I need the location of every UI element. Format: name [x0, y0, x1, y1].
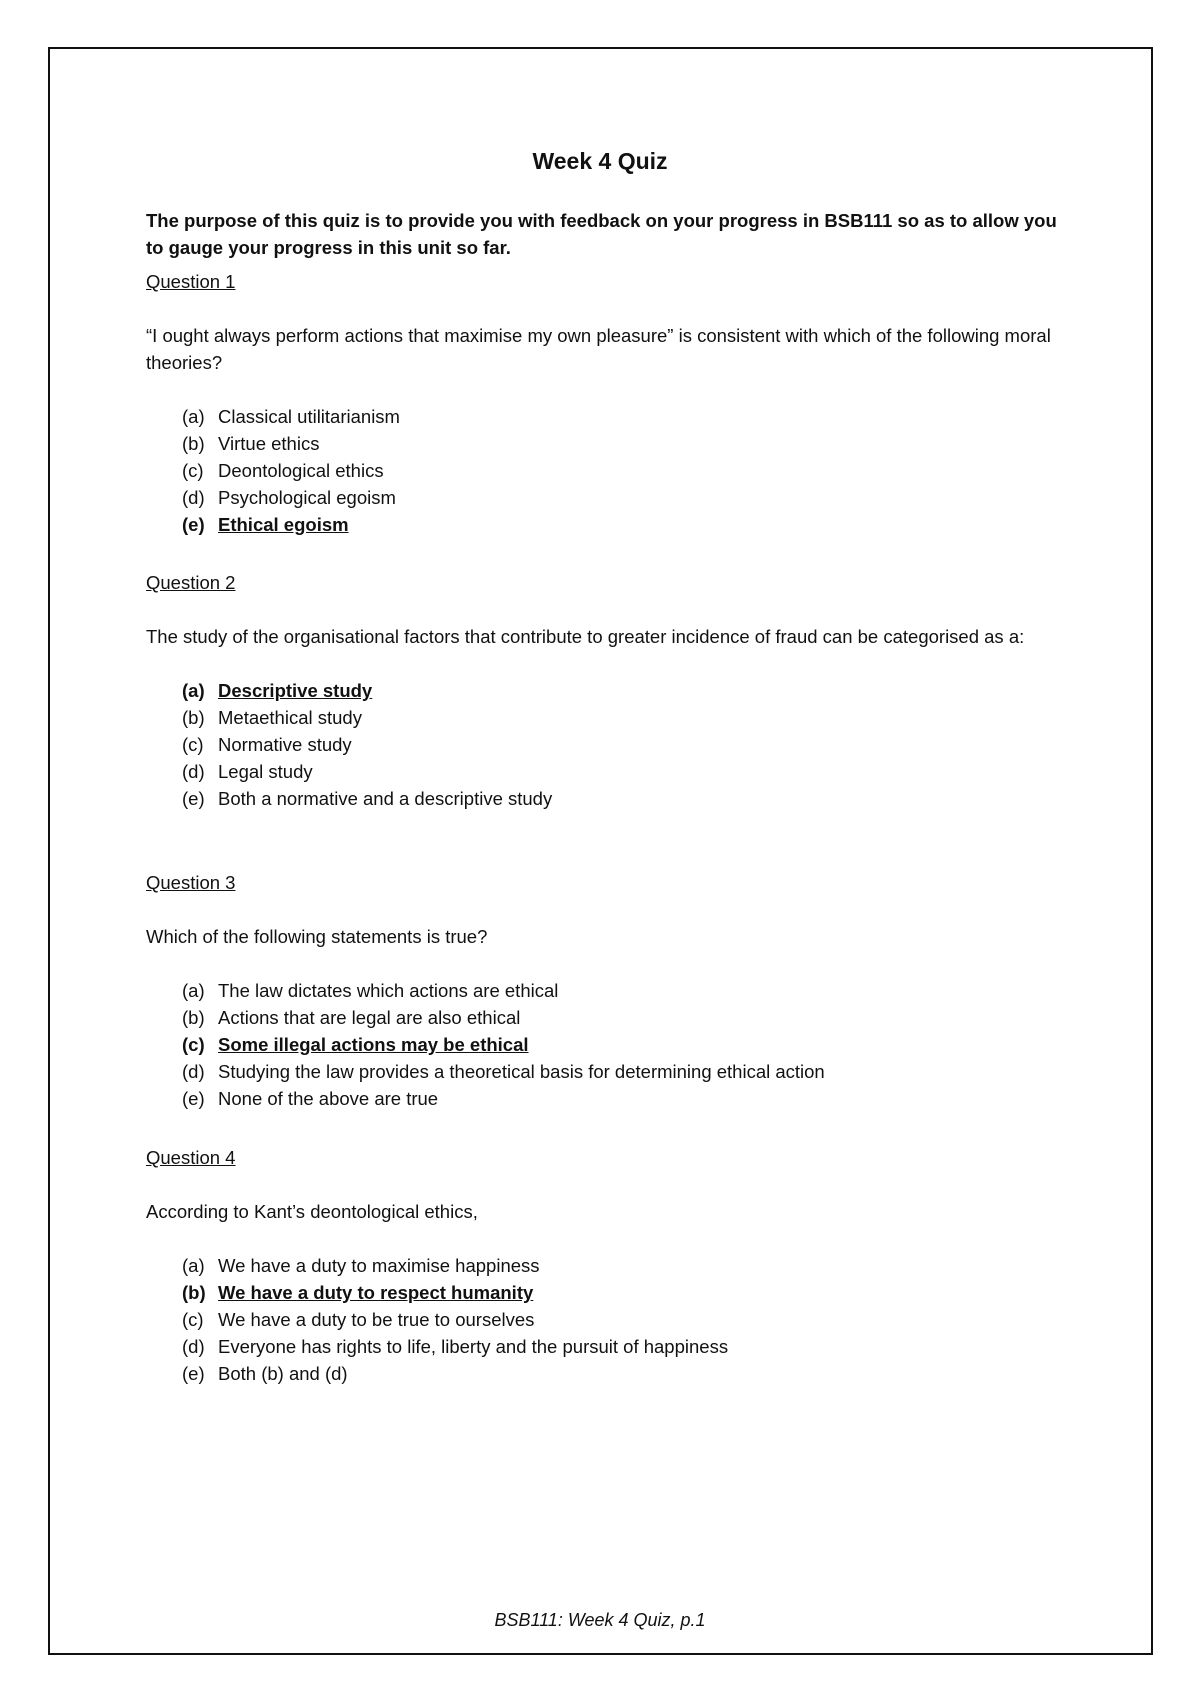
option-text: Both a normative and a descriptive study [218, 788, 553, 809]
answer-options [146, 677, 1066, 812]
answer-option [182, 1058, 1066, 1085]
answer-options [146, 977, 1066, 1112]
option-text: Legal study [218, 761, 313, 782]
question-text: According to Kant’s deontological ethics, [146, 1201, 478, 1222]
question-heading: Question 3 [146, 872, 236, 893]
option-letter: (e) [182, 514, 205, 535]
option-text: Descriptive study [218, 680, 373, 701]
question-heading: Question 2 [146, 572, 236, 593]
answer-option [182, 758, 1066, 785]
option-letter: (b) [182, 433, 205, 454]
option-text: Psychological egoism [218, 487, 396, 508]
question-4 [146, 1144, 1066, 1387]
option-text: Virtue ethics [218, 433, 320, 454]
option-letter: (e) [182, 788, 205, 809]
option-text: Studying the law provides a theoretical basis for determining ethical action [218, 1061, 825, 1082]
option-text: Everyone has rights to life, liberty and the pursuit of happiness [218, 1336, 729, 1357]
answer-option [182, 430, 1066, 457]
option-letter: (e) [182, 1088, 205, 1109]
answer-option-correct [182, 1279, 1066, 1306]
answer-option [182, 1252, 1066, 1279]
answer-option-correct [182, 677, 1066, 704]
question-text: Which of the following statements is true? [146, 926, 488, 947]
option-letter: (c) [182, 734, 204, 755]
option-letter: (a) [182, 980, 205, 1001]
page-title: Week 4 Quiz [532, 148, 668, 174]
intro-paragraph: The purpose of this quiz is to provide you with feedback on your progress in BSB111 so as to allow you to gauge your progress in this unit so far. [146, 210, 1057, 258]
option-letter: (c) [182, 1034, 205, 1055]
option-text: We have a duty to be true to ourselves [218, 1309, 535, 1330]
answer-option [182, 1085, 1066, 1112]
option-letter: (b) [182, 1282, 206, 1303]
question-3 [146, 869, 1066, 1112]
option-text: Both (b) and (d) [218, 1363, 348, 1384]
option-letter: (e) [182, 1363, 205, 1384]
option-letter: (d) [182, 1061, 205, 1082]
answer-option [182, 731, 1066, 758]
option-text: We have a duty to maximise happiness [218, 1255, 540, 1276]
option-letter: (a) [182, 680, 205, 701]
answer-option [182, 704, 1066, 731]
answer-option [182, 403, 1066, 430]
option-letter: (c) [182, 460, 204, 481]
question-heading: Question 1 [146, 271, 236, 292]
answer-option-correct [182, 511, 1066, 538]
option-letter: (b) [182, 1007, 205, 1028]
option-letter: (b) [182, 707, 205, 728]
option-text: Ethical egoism [218, 514, 349, 535]
answer-option [182, 1004, 1066, 1031]
answer-option [182, 1333, 1066, 1360]
page-footer: BSB111: Week 4 Quiz, p.1 [494, 1610, 706, 1630]
option-text: None of the above are true [218, 1088, 439, 1109]
question-heading: Question 4 [146, 1147, 236, 1168]
option-text: Deontological ethics [218, 460, 384, 481]
question-text: The study of the organisational factors that contribute to greater incidence of fraud can be categorised as a: [146, 626, 1025, 647]
option-text: Some illegal actions may be ethical [218, 1034, 529, 1055]
option-text: The law dictates which actions are ethical [218, 980, 559, 1001]
option-letter: (d) [182, 1336, 205, 1357]
question-text: “I ought always perform actions that maximise my own pleasure” is consistent with which of the following moral theories? [146, 325, 1051, 373]
answer-option [182, 457, 1066, 484]
option-letter: (c) [182, 1309, 204, 1330]
option-letter: (a) [182, 406, 205, 427]
answer-option-correct [182, 1031, 1066, 1058]
option-text: Normative study [218, 734, 352, 755]
option-text: Metaethical study [218, 707, 362, 728]
answer-option [182, 484, 1066, 511]
option-text: We have a duty to respect humanity [218, 1282, 534, 1303]
answer-option [182, 1306, 1066, 1333]
question-2 [146, 569, 1066, 812]
option-text: Classical utilitarianism [218, 406, 400, 427]
answer-options [146, 1252, 1066, 1387]
option-letter: (a) [182, 1255, 205, 1276]
answer-option [182, 1360, 1066, 1387]
option-text: Actions that are legal are also ethical [218, 1007, 521, 1028]
answer-option [182, 785, 1066, 812]
answer-options [146, 403, 1066, 538]
question-1 [146, 268, 1066, 538]
option-letter: (d) [182, 487, 205, 508]
option-letter: (d) [182, 761, 205, 782]
answer-option [182, 977, 1066, 1004]
